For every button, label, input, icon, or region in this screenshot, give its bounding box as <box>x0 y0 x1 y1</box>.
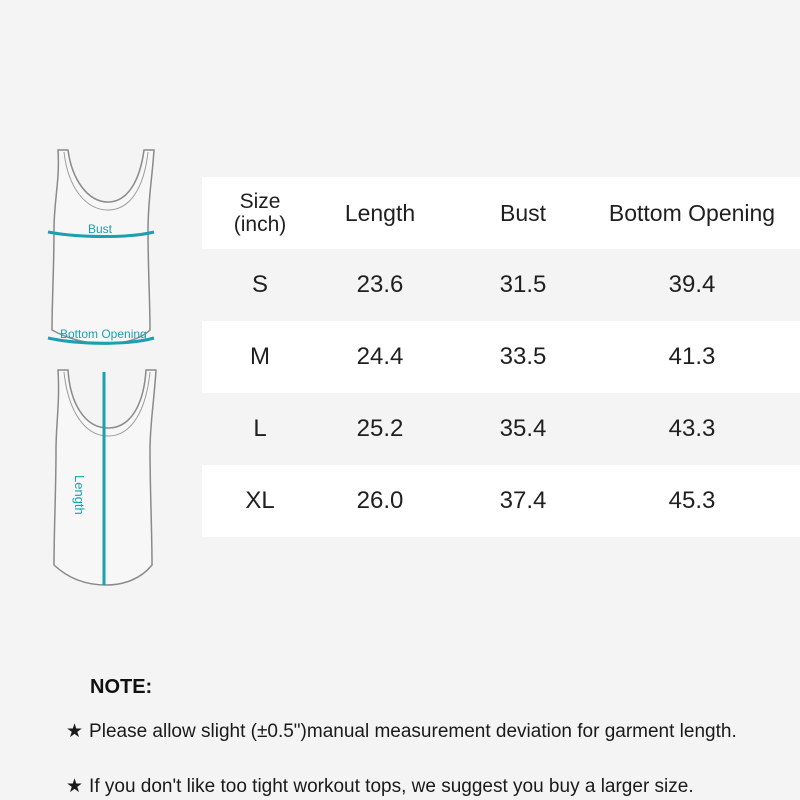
header-size-unit: (inch) <box>233 213 287 236</box>
size-chart-table <box>202 177 800 537</box>
header-size <box>220 190 300 236</box>
cell-bottom-opening: 41.3 <box>668 343 716 370</box>
cell-size: XL <box>245 487 275 514</box>
header-bottom-opening: Bottom Opening <box>608 199 776 226</box>
note-text: Please allow slight (±0.5")manual measurement deviation for garment length. <box>89 721 737 742</box>
cell-bottom-opening: 39.4 <box>668 271 716 298</box>
cell-length: 25.2 <box>356 415 404 442</box>
cell-length: 24.4 <box>356 343 404 370</box>
table-row <box>202 249 800 321</box>
cell-bust: 31.5 <box>499 271 547 298</box>
length-label: Length <box>72 475 87 515</box>
note-item <box>66 720 737 743</box>
note-title: NOTE: <box>90 676 153 698</box>
cell-size: S <box>251 271 268 298</box>
table-row <box>202 465 800 537</box>
cell-length: 23.6 <box>356 271 404 298</box>
bottom-opening-label: Bottom Opening <box>60 327 147 341</box>
header-bust: Bust <box>499 199 547 226</box>
tank-top-back-icon <box>40 140 170 600</box>
garment-diagram <box>40 140 170 600</box>
header-size-line1: Size <box>239 190 281 213</box>
star-icon: ★ <box>66 776 84 797</box>
star-icon: ★ <box>66 721 84 742</box>
cell-bottom-opening: 45.3 <box>668 487 716 514</box>
table-row <box>202 321 800 393</box>
cell-bust: 33.5 <box>499 343 547 370</box>
cell-bottom-opening: 43.3 <box>668 415 716 442</box>
cell-size: M <box>250 343 270 370</box>
bust-label: Bust <box>88 222 113 236</box>
note-text: If you don't like too tight workout tops, we suggest you buy a larger size. <box>89 776 694 797</box>
cell-size: L <box>253 415 267 442</box>
cell-length: 26.0 <box>356 487 404 514</box>
table-row <box>202 393 800 465</box>
header-length: Length <box>344 199 416 226</box>
note-item <box>66 775 694 798</box>
cell-bust: 37.4 <box>499 487 547 514</box>
cell-bust: 35.4 <box>499 415 547 442</box>
table-header-row <box>202 177 800 249</box>
